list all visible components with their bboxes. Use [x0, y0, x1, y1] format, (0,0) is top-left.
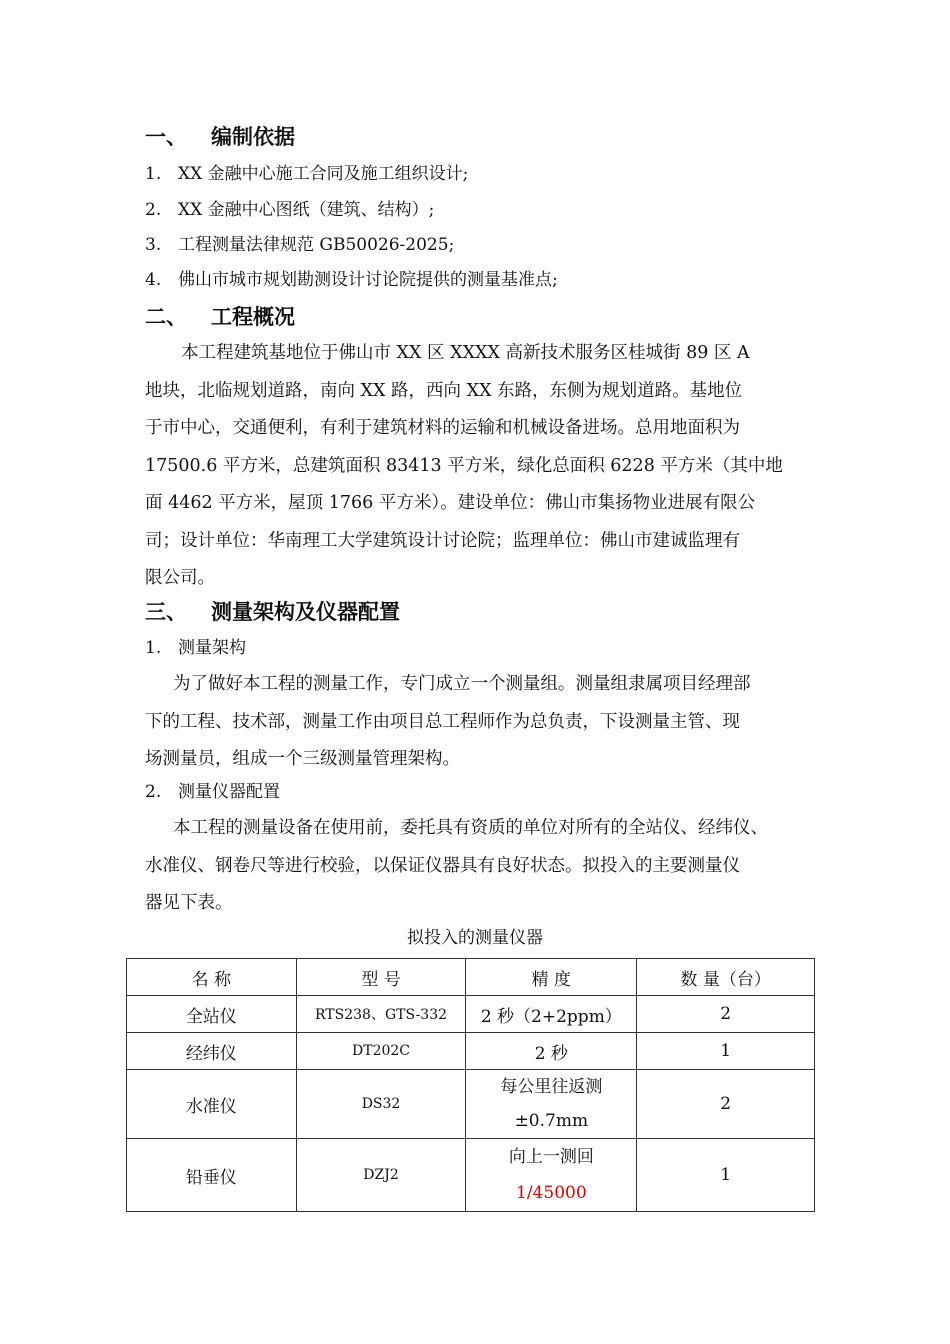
subsection-title: 测量架构	[178, 638, 246, 658]
table-row	[127, 996, 815, 1033]
table-caption: 拟投入的测量仪器	[407, 928, 543, 948]
paragraph-line: 本工程建筑基地位于佛山市 XX 区 XXXX 高新技术服务区桂城街 89 区 A	[181, 343, 750, 363]
instrument-count-cell: 2	[637, 1070, 815, 1139]
table-row	[127, 1033, 815, 1070]
instrument-table	[126, 958, 815, 1212]
subsection-number: 2.	[145, 782, 162, 802]
paragraph-line: 面 4462 平方米，屋顶 1766 平方米）。建设单位：佛山市集扬物业进展有限公	[145, 493, 756, 513]
precision-line: 每公里往返测	[500, 1077, 603, 1097]
paragraph-line: 器见下表。	[145, 893, 233, 913]
section-number: 三、	[145, 600, 187, 624]
instrument-precision-cell	[466, 1070, 637, 1139]
list-item-text: XX 金融中心图纸（建筑、结构）;	[178, 200, 435, 220]
table-row	[127, 1070, 815, 1139]
subsection-number: 1.	[145, 638, 162, 658]
list-item-text: 佛山市城市规划勘测设计讨论院提供的测量基准点;	[178, 270, 558, 290]
section-heading-1	[145, 121, 295, 153]
paragraph-line: 地块，北临规划道路，南向 XX 路，西向 XX 东路，东侧为规划道路。基地位	[145, 380, 743, 401]
project-overview-paragraph	[145, 335, 813, 598]
instrument-precision-cell: 2 秒（2+2ppm）	[466, 996, 637, 1033]
section-heading-3	[145, 596, 400, 628]
section-number: 一、	[145, 125, 187, 149]
table-row	[127, 1139, 815, 1212]
paragraph-line: 于市中心，交通便利，有利于建筑材料的运输和机械设备进场。总用地面积为	[145, 418, 740, 438]
list-item-text: XX 金融中心施工合同及施工组织设计;	[178, 164, 469, 184]
header-cell-name: 名 称	[127, 959, 297, 996]
section-title: 编制依据	[211, 125, 295, 149]
header-cell-precision: 精 度	[466, 959, 637, 996]
instrument-name-cell: 全站仪	[127, 996, 297, 1033]
section-title: 工程概况	[211, 305, 295, 329]
section-heading-2	[145, 301, 295, 333]
instrument-precision-cell: 2 秒	[466, 1033, 637, 1070]
precision-line: 向上一测回	[508, 1147, 594, 1167]
list-item	[145, 160, 468, 188]
instrument-count-cell: 1	[637, 1033, 815, 1070]
paragraph-line: 下的工程、技术部，测量工作由项目总工程师作为总负责，下设测量主管、现	[145, 711, 740, 732]
list-item-text: 工程测量法律规范 GB50026-2025;	[178, 235, 455, 255]
list-item-number: 1.	[145, 164, 162, 184]
paragraph-line: 水准仪、钢卷尺等进行校验，以保证仪器具有良好状态。拟投入的主要测量仪	[145, 855, 740, 876]
instrument-model-cell: DT202C	[296, 1033, 466, 1070]
precision-ratio-highlight: 1/45000	[516, 1183, 587, 1203]
instrument-count-cell: 1	[637, 1139, 815, 1212]
list-item	[145, 196, 434, 224]
subsection-title: 测量仪器配置	[178, 782, 280, 802]
list-item	[145, 231, 454, 259]
paragraph-line: 场测量员，组成一个三级测量管理架构。	[145, 749, 460, 769]
survey-structure-paragraph	[145, 666, 813, 779]
subsection-heading	[145, 778, 280, 806]
header-cell-count: 数 量（台）	[637, 959, 815, 996]
list-item-number: 3.	[145, 235, 162, 255]
table-header-row	[127, 959, 815, 996]
paragraph-line: 限公司。	[145, 568, 215, 588]
list-item	[145, 266, 558, 294]
instrument-config-paragraph	[145, 810, 813, 923]
header-cell-model: 型 号	[296, 959, 466, 996]
paragraph-line: 本工程的测量设备在使用前，委托具有资质的单位对所有的全站仪、经纬仪、	[173, 818, 768, 838]
paragraph-line: 司；设计单位：华南理工大学建筑设计讨论院；监理单位：佛山市建诚监理有	[145, 530, 740, 551]
instrument-model-cell: DS32	[296, 1070, 466, 1139]
section-title: 测量架构及仪器配置	[211, 600, 400, 624]
subsection-heading	[145, 634, 246, 662]
list-item-number: 4.	[145, 270, 162, 290]
paragraph-line: 为了做好本工程的测量工作，专门成立一个测量组。测量组隶属项目经理部	[173, 674, 751, 694]
section-number: 二、	[145, 305, 187, 329]
precision-line: ±0.7mm	[514, 1111, 589, 1131]
paragraph-line: 17500.6 平方米，总建筑面积 83413 平方米，绿化总面积 6228 平方米（其中地	[145, 455, 783, 476]
instrument-name-cell: 水准仪	[127, 1070, 297, 1139]
list-item-number: 2.	[145, 200, 162, 220]
instrument-name-cell: 铅垂仪	[127, 1139, 297, 1212]
instrument-name-cell: 经纬仪	[127, 1033, 297, 1070]
instrument-model-cell: DZJ2	[296, 1139, 466, 1212]
instrument-precision-cell	[466, 1139, 637, 1212]
instrument-model-cell: RTS238、GTS-332	[296, 996, 466, 1033]
instrument-count-cell: 2	[637, 996, 815, 1033]
